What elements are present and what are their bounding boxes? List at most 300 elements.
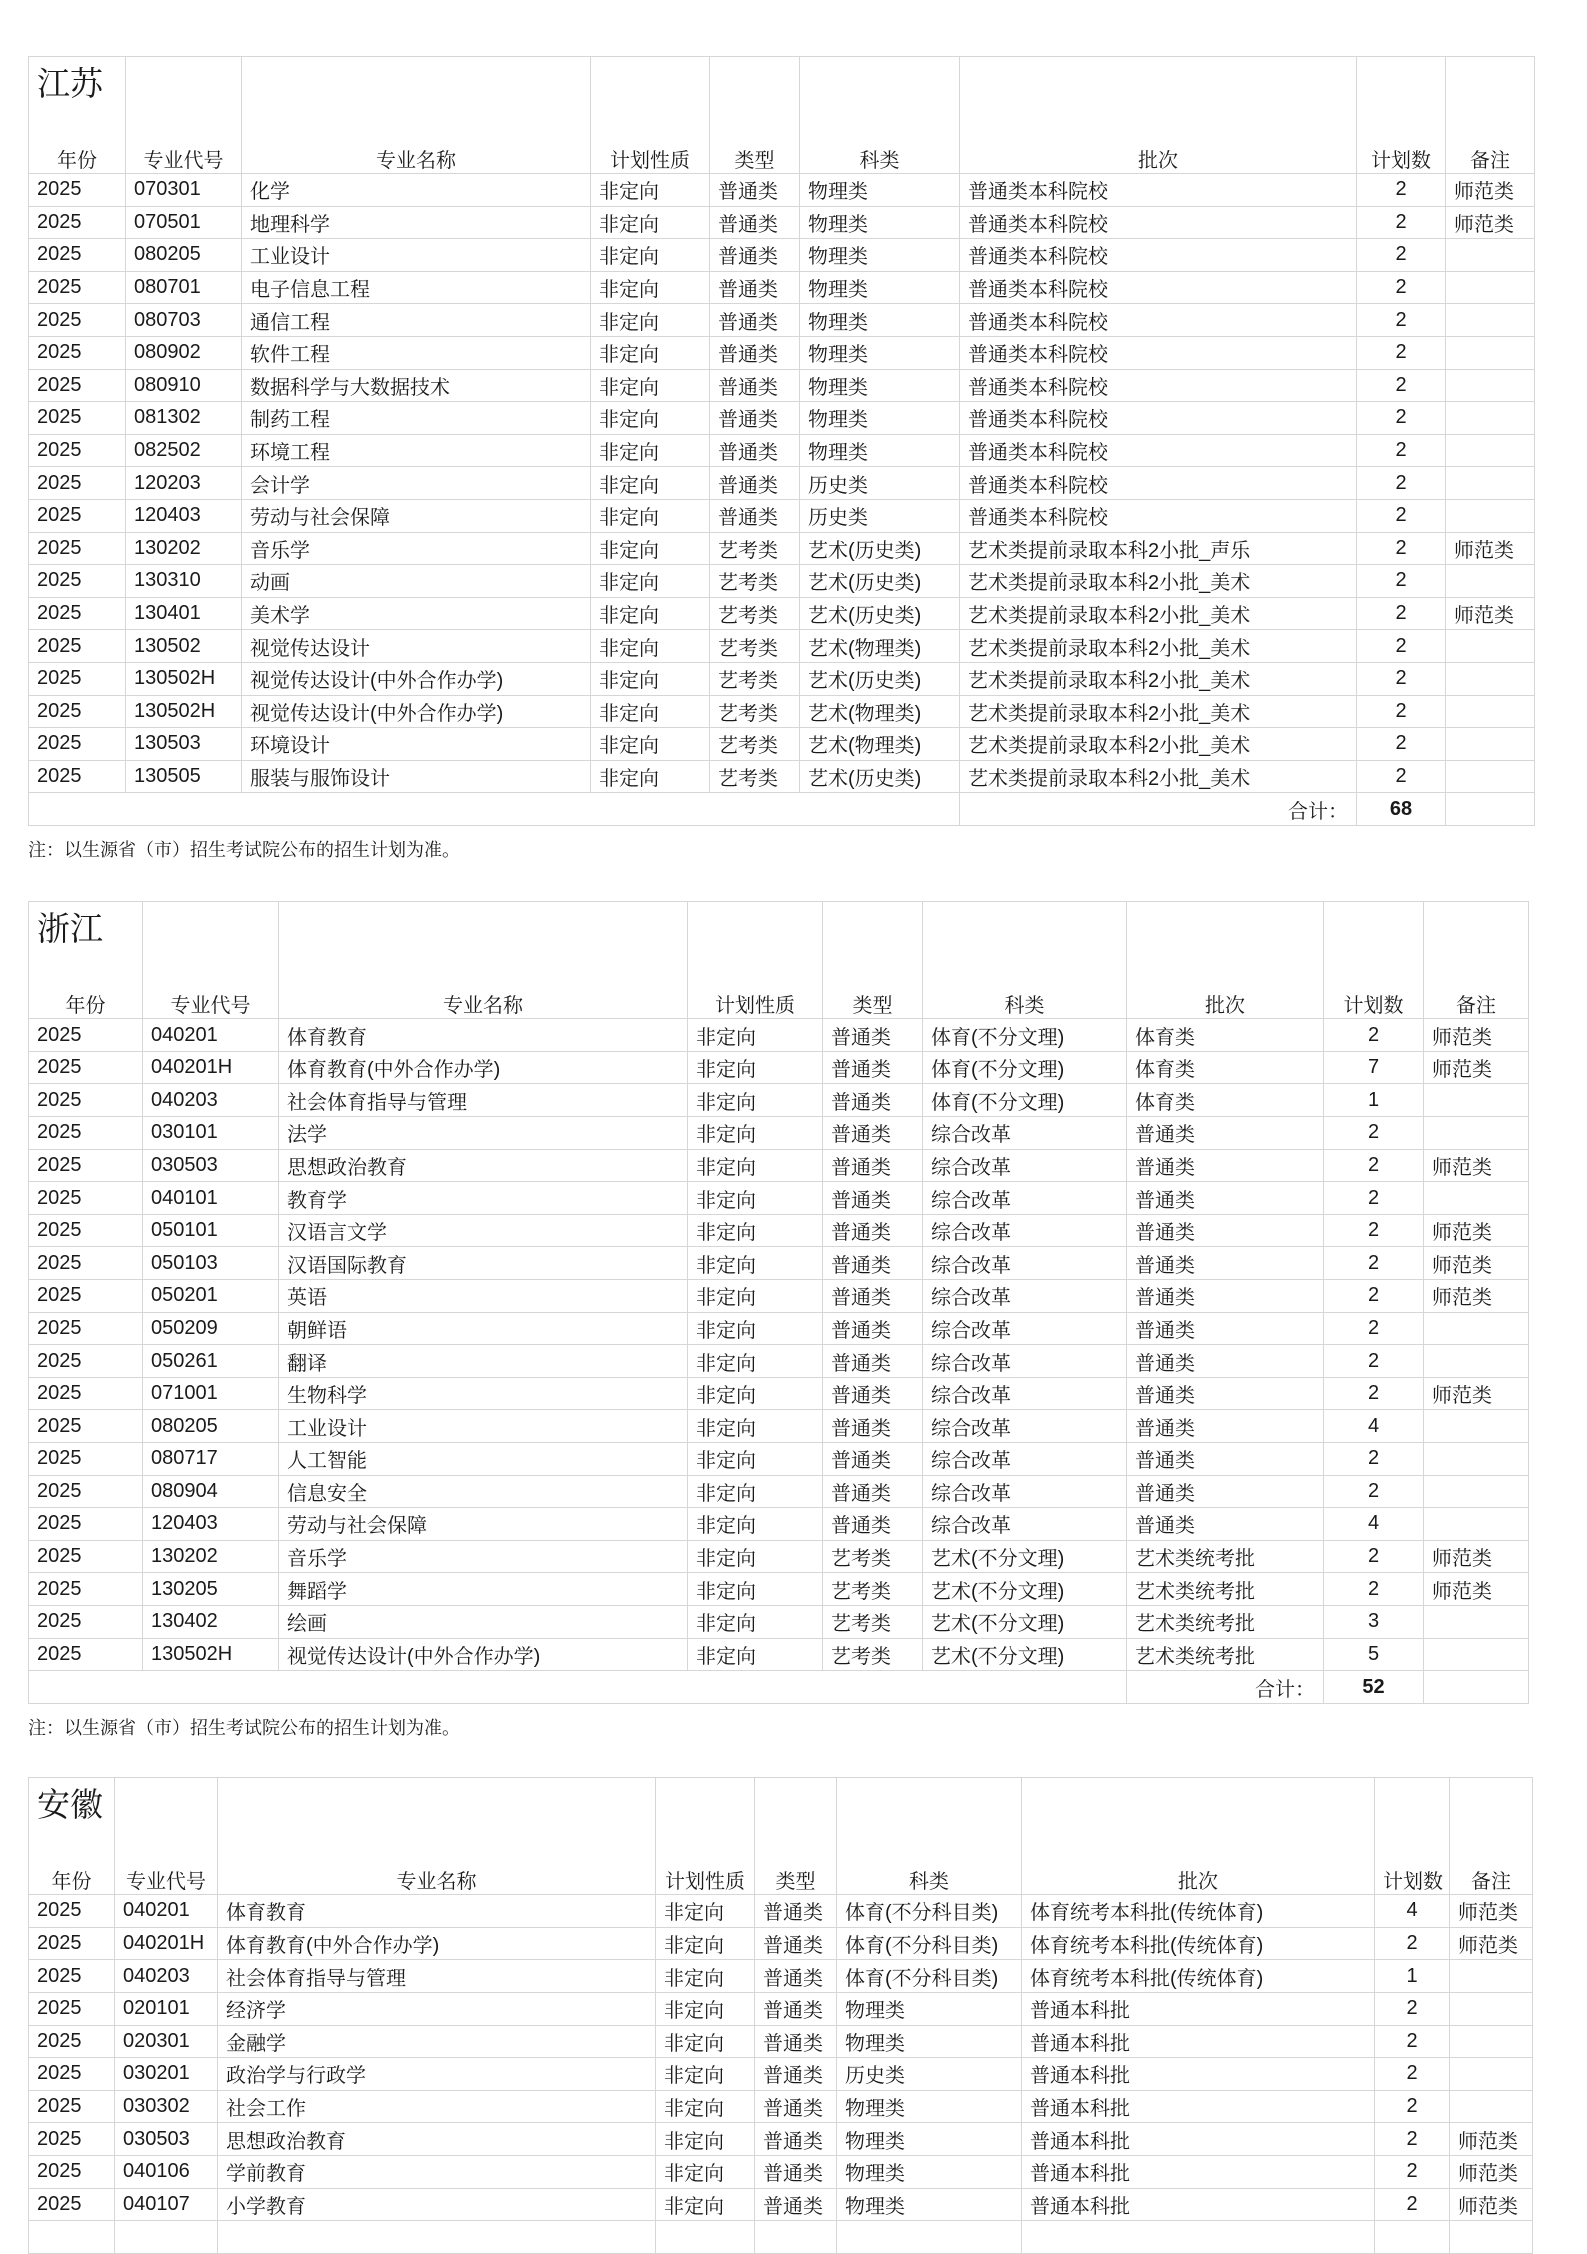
- cell-year: 2025: [29, 402, 126, 435]
- cell-year: 2025: [29, 1605, 143, 1638]
- cell-major-code: 080205: [143, 1410, 279, 1443]
- table-row: [29, 1573, 1529, 1606]
- cell-subject-category: 物理类: [800, 271, 960, 304]
- province-title: 江苏: [37, 65, 103, 102]
- cell-plan-count: 2: [1324, 1312, 1424, 1345]
- cell-year: 2025: [29, 336, 126, 369]
- cell-major-name: 经济学: [218, 1992, 656, 2025]
- header-subject-category: 科类: [923, 902, 1127, 1019]
- cell-plan-count: 2: [1324, 1377, 1424, 1410]
- cell-type: 普通类: [710, 434, 800, 467]
- cell-plan-nature: 非定向: [656, 1895, 755, 1928]
- cell-batch: 普通类: [1127, 1149, 1324, 1182]
- cell-plan-count: 2: [1375, 2155, 1450, 2188]
- cell-subject-category: 物理类: [800, 402, 960, 435]
- table-note: 注：以生源省（市）招生考试院公布的招生计划为准。: [28, 840, 460, 861]
- cell-plan-count: [1375, 2221, 1450, 2254]
- cell-remark: [1446, 434, 1535, 467]
- cell-year: 2025: [29, 206, 126, 239]
- cell-plan-nature: 非定向: [688, 1019, 823, 1052]
- cell-year: 2025: [29, 2123, 115, 2156]
- cell-year: 2025: [29, 434, 126, 467]
- cell-major-name: 工业设计: [242, 239, 591, 272]
- header-major-code: 专业代号: [126, 57, 242, 174]
- cell-batch: 艺术类提前录取本科2小批_声乐: [960, 532, 1357, 565]
- table-row: [29, 1443, 1529, 1476]
- cell-batch: 艺术类提前录取本科2小批_美术: [960, 760, 1357, 793]
- cell-batch: 普通类: [1127, 1345, 1324, 1378]
- cell-type: 艺考类: [710, 597, 800, 630]
- cell-remark: 师范类: [1424, 1247, 1529, 1280]
- cell-year: 2025: [29, 1377, 143, 1410]
- cell-batch: 普通类: [1127, 1475, 1324, 1508]
- cell-batch: 普通类: [1127, 1280, 1324, 1313]
- cell-remark: [1446, 336, 1535, 369]
- cell-remark: [1446, 369, 1535, 402]
- cell-year: 2025: [29, 1312, 143, 1345]
- cell-type: 艺考类: [710, 662, 800, 695]
- cell-subject-category: 体育(不分文理): [923, 1084, 1127, 1117]
- cell-year: 2025: [29, 597, 126, 630]
- table-row: [29, 1247, 1529, 1280]
- cell-major-code: 120403: [143, 1508, 279, 1541]
- cell-subject-category: 综合改革: [923, 1149, 1127, 1182]
- cell-batch: 普通类: [1127, 1214, 1324, 1247]
- cell-major-name: 会计学: [242, 467, 591, 500]
- cell-year: 2025: [29, 1345, 143, 1378]
- total-spacer: [29, 1671, 1127, 1704]
- header-major-name: 专业名称: [279, 902, 688, 1019]
- cell-plan-nature: 非定向: [591, 760, 710, 793]
- cell-batch: 艺术类提前录取本科2小批_美术: [960, 630, 1357, 663]
- cell-subject-category: 艺术(历史类): [800, 597, 960, 630]
- cell-remark: 师范类: [1446, 174, 1535, 207]
- cell-type: 艺考类: [823, 1573, 923, 1606]
- cell-major-name: 法学: [279, 1117, 688, 1150]
- cell-remark: [1424, 1312, 1529, 1345]
- cell-year: 2025: [29, 1638, 143, 1671]
- cell-plan-count: 2: [1357, 239, 1446, 272]
- table-row: [29, 1182, 1529, 1215]
- table-row: [29, 630, 1535, 663]
- cell-major-code: 080902: [126, 336, 242, 369]
- cell-major-code: 080910: [126, 369, 242, 402]
- cell-year: 2025: [29, 1573, 143, 1606]
- cell-batch: 艺术类提前录取本科2小批_美术: [960, 728, 1357, 761]
- cell-plan-nature: 非定向: [591, 565, 710, 598]
- table-row: [29, 1410, 1529, 1443]
- cell-plan-count: 2: [1357, 695, 1446, 728]
- cell-remark: [1424, 1508, 1529, 1541]
- cell-type: 普通类: [823, 1019, 923, 1052]
- cell-plan-nature: 非定向: [688, 1345, 823, 1378]
- cell-major-name: 体育教育: [218, 1895, 656, 1928]
- cell-type: 普通类: [823, 1182, 923, 1215]
- cell-remark: 师范类: [1446, 532, 1535, 565]
- table-row: [29, 2025, 1533, 2058]
- cell-plan-nature: 非定向: [656, 1927, 755, 1960]
- header-year: [29, 57, 126, 174]
- cell-year: 2025: [29, 1149, 143, 1182]
- header-remark: 备注: [1424, 902, 1529, 1019]
- cell-plan-nature: 非定向: [688, 1051, 823, 1084]
- cell-remark: [1424, 1117, 1529, 1150]
- cell-plan-count: 2: [1357, 630, 1446, 663]
- cell-subject-category: 物理类: [837, 2025, 1022, 2058]
- cell-type: 普通类: [823, 1214, 923, 1247]
- cell-remark: 师范类: [1424, 1214, 1529, 1247]
- cell-subject-category: 综合改革: [923, 1508, 1127, 1541]
- cell-major-code: 040107: [115, 2188, 218, 2221]
- table-row: [29, 206, 1535, 239]
- cell-major-code: 030503: [143, 1149, 279, 1182]
- cell-remark: [1424, 1084, 1529, 1117]
- cell-subject-category: 物理类: [800, 304, 960, 337]
- cell-remark: 师范类: [1450, 1895, 1533, 1928]
- cell-remark: [1450, 2025, 1533, 2058]
- header-major-code: 专业代号: [115, 1778, 218, 1895]
- cell-subject-category: 艺术(不分文理): [923, 1638, 1127, 1671]
- cell-year: 2025: [29, 1508, 143, 1541]
- cell-plan-count: 2: [1375, 1927, 1450, 1960]
- cell-plan-count: 2: [1357, 336, 1446, 369]
- cell-plan-nature: 非定向: [591, 206, 710, 239]
- cell-subject-category: 艺术(历史类): [800, 565, 960, 598]
- cell-plan-count: 2: [1357, 434, 1446, 467]
- cell-subject-category: 艺术(不分文理): [923, 1605, 1127, 1638]
- cell-year: 2025: [29, 1992, 115, 2025]
- cell-major-name: 学前教育: [218, 2155, 656, 2188]
- cell-type: 普通类: [823, 1312, 923, 1345]
- cell-year: 2025: [29, 2025, 115, 2058]
- cell-major-code: 040106: [115, 2155, 218, 2188]
- cell-major-code: 040201: [115, 1895, 218, 1928]
- cell-remark: [1450, 2090, 1533, 2123]
- cell-major-name: 视觉传达设计(中外合作办学): [279, 1638, 688, 1671]
- cell-major-code: 130505: [126, 760, 242, 793]
- table-row: [29, 467, 1535, 500]
- cell-type: 普通类: [823, 1443, 923, 1476]
- cell-plan-count: 2: [1375, 2090, 1450, 2123]
- cell-type: 普通类: [823, 1117, 923, 1150]
- cell-plan-count: 1: [1375, 1960, 1450, 1993]
- cell-remark: 师范类: [1424, 1573, 1529, 1606]
- cell-major-code: [115, 2221, 218, 2254]
- cell-major-code: 020101: [115, 1992, 218, 2025]
- cell-batch: 普通类本科院校: [960, 336, 1357, 369]
- cell-plan-nature: 非定向: [656, 1992, 755, 2025]
- cell-batch: 艺术类提前录取本科2小批_美术: [960, 662, 1357, 695]
- cell-major-name: 动画: [242, 565, 591, 598]
- cell-remark: 师范类: [1424, 1149, 1529, 1182]
- table-row: [29, 565, 1535, 598]
- cell-batch: 普通类本科院校: [960, 434, 1357, 467]
- cell-plan-nature: 非定向: [688, 1410, 823, 1443]
- cell-major-code: 130202: [126, 532, 242, 565]
- cell-major-code: 130502H: [126, 695, 242, 728]
- total-spacer: [29, 793, 960, 826]
- cell-major-name: 地理科学: [242, 206, 591, 239]
- cell-major-name: 电子信息工程: [242, 271, 591, 304]
- cell-subject-category: 体育(不分科目类): [837, 1960, 1022, 1993]
- cell-remark: [1450, 1992, 1533, 2025]
- cell-major-name: 朝鲜语: [279, 1312, 688, 1345]
- cell-plan-count: 2: [1357, 271, 1446, 304]
- cell-year: 2025: [29, 1443, 143, 1476]
- cell-remark: 师范类: [1424, 1019, 1529, 1052]
- cell-subject-category: 历史类: [800, 499, 960, 532]
- table-row: [29, 1312, 1529, 1345]
- cell-type: 普通类: [710, 499, 800, 532]
- cell-subject-category: 艺术(物理类): [800, 695, 960, 728]
- cell-batch: 普通类: [1127, 1312, 1324, 1345]
- cell-major-code: 082502: [126, 434, 242, 467]
- cell-plan-nature: 非定向: [688, 1247, 823, 1280]
- header-remark: 备注: [1446, 57, 1535, 174]
- cell-type: 普通类: [755, 2123, 837, 2156]
- cell-subject-category: 体育(不分文理): [923, 1019, 1127, 1052]
- table-row: [29, 271, 1535, 304]
- cell-remark: [1446, 565, 1535, 598]
- cell-type: 普通类: [755, 1895, 837, 1928]
- cell-type: 普通类: [823, 1084, 923, 1117]
- cell-plan-count: 2: [1375, 2025, 1450, 2058]
- province-table-zhejiang: [28, 901, 1529, 1704]
- cell-major-name: 体育教育(中外合作办学): [279, 1051, 688, 1084]
- cell-subject-category: 综合改革: [923, 1247, 1127, 1280]
- cell-plan-nature: 非定向: [688, 1605, 823, 1638]
- table-row: [29, 1960, 1533, 1993]
- cell-year: 2025: [29, 1475, 143, 1508]
- cell-plan-count: 2: [1324, 1149, 1424, 1182]
- cell-major-code: 030503: [115, 2123, 218, 2156]
- cell-plan-count: 2: [1324, 1019, 1424, 1052]
- table-row: [29, 1895, 1533, 1928]
- cell-batch: 普通类本科院校: [960, 304, 1357, 337]
- table-row: [29, 369, 1535, 402]
- cell-type: 普通类: [755, 2155, 837, 2188]
- cell-major-name: 社会工作: [218, 2090, 656, 2123]
- cell-plan-count: 5: [1324, 1638, 1424, 1671]
- cell-subject-category: 历史类: [837, 2058, 1022, 2091]
- cell-type: 普通类: [823, 1410, 923, 1443]
- cell-plan-nature: 非定向: [591, 467, 710, 500]
- cell-remark: 师范类: [1424, 1540, 1529, 1573]
- cell-major-name: 体育教育: [279, 1019, 688, 1052]
- cell-plan-nature: 非定向: [591, 336, 710, 369]
- cell-major-code: 040203: [143, 1084, 279, 1117]
- header-type: 类型: [710, 57, 800, 174]
- table-row: [29, 2058, 1533, 2091]
- cell-type: 艺考类: [710, 532, 800, 565]
- cell-year: 2025: [29, 2155, 115, 2188]
- table-row: [29, 1927, 1533, 1960]
- table-row: [29, 1214, 1529, 1247]
- cell-year: 2025: [29, 1540, 143, 1573]
- cell-remark: [1450, 2058, 1533, 2091]
- cell-year: 2025: [29, 1182, 143, 1215]
- cell-major-name: 社会体育指导与管理: [279, 1084, 688, 1117]
- cell-subject-category: [837, 2221, 1022, 2254]
- cell-major-code: 130503: [126, 728, 242, 761]
- cell-major-name: 体育教育(中外合作办学): [218, 1927, 656, 1960]
- total-remark: [1446, 793, 1535, 826]
- cell-plan-count: 2: [1375, 2123, 1450, 2156]
- cell-batch: 普通本科批: [1022, 2155, 1375, 2188]
- cell-major-code: 040201: [143, 1019, 279, 1052]
- cell-plan-count: 2: [1357, 499, 1446, 532]
- cell-major-code: 120203: [126, 467, 242, 500]
- cell-major-name: 汉语言文学: [279, 1214, 688, 1247]
- header-year: [29, 1778, 115, 1895]
- cell-plan-count: 2: [1357, 304, 1446, 337]
- cell-subject-category: 艺术(历史类): [800, 662, 960, 695]
- cell-year: 2025: [29, 1214, 143, 1247]
- cell-year: 2025: [29, 565, 126, 598]
- cell-batch: 体育类: [1127, 1019, 1324, 1052]
- header-type: 类型: [823, 902, 923, 1019]
- cell-major-code: 040101: [143, 1182, 279, 1215]
- cell-batch: 普通类: [1127, 1182, 1324, 1215]
- table-row: [29, 597, 1535, 630]
- cell-plan-nature: 非定向: [688, 1280, 823, 1313]
- cell-major-name: 环境工程: [242, 434, 591, 467]
- table-row: [29, 760, 1535, 793]
- cell-subject-category: 综合改革: [923, 1280, 1127, 1313]
- table-row: [29, 2155, 1533, 2188]
- cell-year: 2025: [29, 1280, 143, 1313]
- header-batch: 批次: [1127, 902, 1324, 1019]
- table-row: [29, 1638, 1529, 1671]
- cell-major-name: 音乐学: [279, 1540, 688, 1573]
- header-major-name: 专业名称: [242, 57, 591, 174]
- cell-remark: [1446, 402, 1535, 435]
- cell-plan-nature: 非定向: [688, 1638, 823, 1671]
- cell-batch: 普通类: [1127, 1410, 1324, 1443]
- table-row: [29, 174, 1535, 207]
- cell-type: 普通类: [755, 2058, 837, 2091]
- cell-type: 普通类: [710, 174, 800, 207]
- cell-major-code: 050209: [143, 1312, 279, 1345]
- cell-subject-category: 艺术(历史类): [800, 532, 960, 565]
- cell-major-name: 视觉传达设计(中外合作办学): [242, 662, 591, 695]
- cell-major-name: 舞蹈学: [279, 1573, 688, 1606]
- cell-subject-category: 综合改革: [923, 1410, 1127, 1443]
- cell-batch: 普通类本科院校: [960, 206, 1357, 239]
- cell-batch: 艺术类统考批: [1127, 1638, 1324, 1671]
- cell-year: 2025: [29, 1927, 115, 1960]
- province-table-anhui: [28, 1777, 1533, 2254]
- table-row-partial: [29, 2221, 1533, 2254]
- cell-major-name: 社会体育指导与管理: [218, 1960, 656, 1993]
- cell-type: 普通类: [755, 2025, 837, 2058]
- cell-year: 2025: [29, 760, 126, 793]
- cell-plan-count: 2: [1375, 1992, 1450, 2025]
- cell-major-code: 130502: [126, 630, 242, 663]
- header-batch: 批次: [1022, 1778, 1375, 1895]
- cell-major-name: 通信工程: [242, 304, 591, 337]
- cell-plan-nature: 非定向: [656, 1960, 755, 1993]
- cell-year: 2025: [29, 1084, 143, 1117]
- cell-major-name: 劳动与社会保障: [242, 499, 591, 532]
- table-row: [29, 1019, 1529, 1052]
- cell-plan-nature: 非定向: [688, 1182, 823, 1215]
- cell-year: 2025: [29, 174, 126, 207]
- cell-remark: 师范类: [1446, 597, 1535, 630]
- cell-remark: [1424, 1345, 1529, 1378]
- cell-major-name: 服装与服饰设计: [242, 760, 591, 793]
- cell-major-code: 081302: [126, 402, 242, 435]
- cell-type: 艺考类: [710, 728, 800, 761]
- header-plan-nature: 计划性质: [688, 902, 823, 1019]
- cell-subject-category: 综合改革: [923, 1214, 1127, 1247]
- cell-plan-nature: 非定向: [591, 434, 710, 467]
- cell-subject-category: 物理类: [800, 239, 960, 272]
- cell-major-code: 071001: [143, 1377, 279, 1410]
- header-year-label: 年份: [51, 1871, 92, 1894]
- header-year: [29, 902, 143, 1019]
- cell-type: 普通类: [823, 1508, 923, 1541]
- cell-major-name: 视觉传达设计(中外合作办学): [242, 695, 591, 728]
- cell-major-name: 绘画: [279, 1605, 688, 1638]
- cell-batch: 普通类: [1127, 1508, 1324, 1541]
- cell-plan-count: 2: [1324, 1247, 1424, 1280]
- cell-batch: 普通本科批: [1022, 2058, 1375, 2091]
- cell-plan-nature: 非定向: [688, 1149, 823, 1182]
- cell-remark: 师范类: [1450, 2188, 1533, 2221]
- cell-remark: [1446, 695, 1535, 728]
- header-year-label: 年份: [57, 150, 97, 172]
- cell-remark: [1446, 662, 1535, 695]
- cell-year: 2025: [29, 2090, 115, 2123]
- cell-remark: 师范类: [1424, 1280, 1529, 1313]
- cell-batch: 普通本科批: [1022, 2025, 1375, 2058]
- cell-major-code: 130402: [143, 1605, 279, 1638]
- cell-subject-category: 体育(不分文理): [923, 1051, 1127, 1084]
- cell-plan-nature: 非定向: [688, 1475, 823, 1508]
- cell-plan-count: 2: [1357, 369, 1446, 402]
- cell-year: 2025: [29, 1019, 143, 1052]
- cell-type: 普通类: [710, 402, 800, 435]
- cell-major-name: 教育学: [279, 1182, 688, 1215]
- cell-remark: [1424, 1605, 1529, 1638]
- cell-type: [755, 2221, 837, 2254]
- cell-major-code: 120403: [126, 499, 242, 532]
- cell-subject-category: 物理类: [837, 2188, 1022, 2221]
- cell-plan-nature: 非定向: [688, 1084, 823, 1117]
- header-major-name: 专业名称: [218, 1778, 656, 1895]
- cell-major-name: 美术学: [242, 597, 591, 630]
- cell-plan-nature: 非定向: [591, 402, 710, 435]
- cell-plan-nature: [656, 2221, 755, 2254]
- cell-batch: 普通类: [1127, 1247, 1324, 1280]
- cell-batch: 普通类本科院校: [960, 271, 1357, 304]
- table-row: [29, 1605, 1529, 1638]
- cell-major-code: 030302: [115, 2090, 218, 2123]
- cell-batch: 艺术类统考批: [1127, 1605, 1324, 1638]
- cell-batch: 普通类本科院校: [960, 369, 1357, 402]
- cell-subject-category: 综合改革: [923, 1117, 1127, 1150]
- cell-plan-count: 2: [1357, 728, 1446, 761]
- cell-plan-nature: 非定向: [591, 499, 710, 532]
- table-row: [29, 1992, 1533, 2025]
- cell-subject-category: 物理类: [837, 2155, 1022, 2188]
- cell-plan-count: 2: [1375, 2188, 1450, 2221]
- cell-plan-count: 2: [1357, 402, 1446, 435]
- cell-type: 普通类: [755, 2188, 837, 2221]
- cell-type: 普通类: [823, 1149, 923, 1182]
- cell-plan-nature: 非定向: [688, 1573, 823, 1606]
